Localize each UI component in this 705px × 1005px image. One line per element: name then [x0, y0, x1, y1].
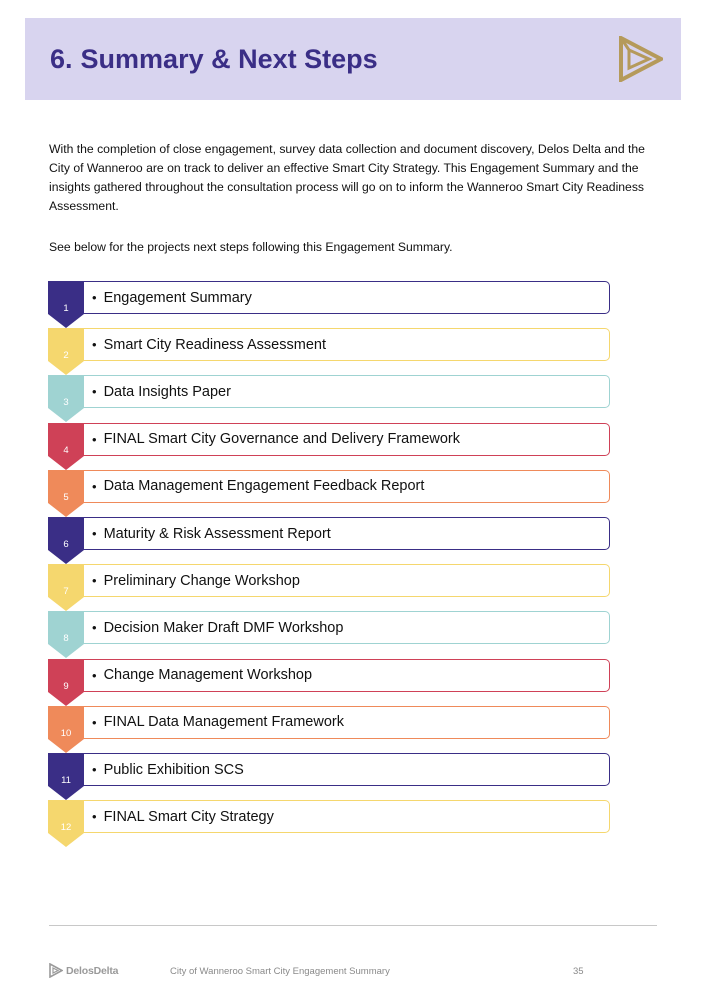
- step-label: FINAL Smart City Governance and Delivery Framework: [103, 431, 460, 448]
- step-chevron: [48, 517, 84, 564]
- bullet: •: [92, 337, 97, 353]
- step-chevron: [48, 423, 84, 470]
- bullet: •: [92, 620, 97, 636]
- intro-paragraph: With the completion of close engagement, survey data collection and document discovery, Delos Delta and the City of Wanneroo are on track to deliver an effective Smart City Strategy. This Engagement Summary and the insights gathered throughout the consultation process will go on to inform the Wanneroo Smart City Readiness Assessment.: [49, 142, 645, 213]
- step-label: Engagement Summary: [103, 289, 252, 306]
- footer-logo: [49, 963, 118, 978]
- step-label: Public Exhibition SCS: [103, 761, 244, 778]
- step-number: 4: [63, 444, 69, 456]
- delos-delta-small-logo-icon: [49, 963, 63, 978]
- section-title: Summary & Next Steps: [80, 44, 378, 74]
- step-number: 8: [63, 633, 69, 645]
- step-chevron: [48, 375, 84, 422]
- page-title: [50, 46, 378, 73]
- bullet: •: [92, 667, 97, 683]
- step-number: 10: [60, 727, 72, 739]
- step-box: [84, 706, 610, 739]
- step-number: 3: [63, 397, 69, 409]
- step-chevron: [48, 659, 84, 706]
- step-box: [84, 659, 610, 692]
- step-chevron: [48, 470, 84, 517]
- step-chevron: [48, 611, 84, 658]
- step-label: Data Management Engagement Feedback Report: [103, 478, 425, 495]
- step-label: Smart City Readiness Assessment: [103, 336, 326, 353]
- step-item: [48, 706, 618, 753]
- step-item: [48, 375, 618, 422]
- step-chevron: [48, 328, 84, 375]
- step-box: [84, 611, 610, 644]
- step-item: [48, 328, 618, 375]
- bullet: •: [92, 431, 97, 447]
- step-number: 11: [61, 775, 71, 786]
- bullet: •: [92, 714, 97, 730]
- step-label: Preliminary Change Workshop: [103, 572, 300, 589]
- section-number: 6.: [50, 44, 73, 74]
- step-box: [84, 753, 610, 786]
- step-item: [48, 611, 618, 658]
- step-box: [84, 375, 610, 408]
- next-steps-intro: See below for the projects next steps following this Engagement Summary.: [49, 240, 453, 254]
- step-box: [84, 470, 610, 503]
- step-box: [84, 281, 610, 314]
- bullet: •: [92, 290, 97, 305]
- footer-logo-text: DelosDelta: [66, 964, 119, 977]
- step-box: [84, 423, 610, 456]
- step-label: FINAL Data Management Framework: [103, 714, 344, 731]
- step-number: 6: [63, 539, 69, 550]
- step-item: [48, 564, 618, 611]
- step-item: [48, 423, 618, 470]
- step-label: Change Management Workshop: [103, 667, 313, 684]
- step-chevron: [48, 281, 84, 328]
- step-chevron: [48, 564, 84, 611]
- step-box: [84, 564, 610, 597]
- step-item: [48, 753, 618, 800]
- footer-document-title: City of Wanneroo Smart City Engagement Summary: [170, 966, 390, 977]
- step-chevron: [48, 800, 84, 847]
- step-label: Decision Maker Draft DMF Workshop: [103, 619, 344, 636]
- step-item: [48, 281, 618, 328]
- step-number: 12: [60, 822, 72, 834]
- step-label: FINAL Smart City Strategy: [103, 808, 274, 825]
- bullet: •: [92, 809, 97, 825]
- step-number: 2: [63, 350, 69, 362]
- bullet: •: [92, 573, 97, 589]
- step-number: 5: [63, 491, 69, 503]
- bullet: •: [92, 526, 97, 541]
- step-item: [48, 517, 618, 564]
- bullet: •: [92, 478, 97, 494]
- step-chevron: [48, 706, 84, 753]
- step-number: 7: [63, 586, 69, 598]
- step-item: [48, 659, 618, 706]
- footer-divider: [49, 925, 657, 926]
- step-box: [84, 800, 610, 833]
- step-number: 1: [63, 303, 69, 314]
- step-number: 9: [63, 680, 69, 692]
- step-label: Data Insights Paper: [103, 383, 231, 400]
- step-item: [48, 800, 618, 847]
- step-item: [48, 470, 618, 517]
- step-box: [84, 517, 610, 550]
- step-chevron: [48, 753, 84, 800]
- step-label: Maturity & Risk Assessment Report: [103, 525, 331, 542]
- page-header: [25, 18, 681, 100]
- page-number: 35: [573, 966, 584, 977]
- bullet: •: [92, 762, 97, 777]
- step-box: [84, 328, 610, 361]
- bullet: •: [92, 384, 97, 400]
- delos-delta-logo-icon: [619, 36, 663, 82]
